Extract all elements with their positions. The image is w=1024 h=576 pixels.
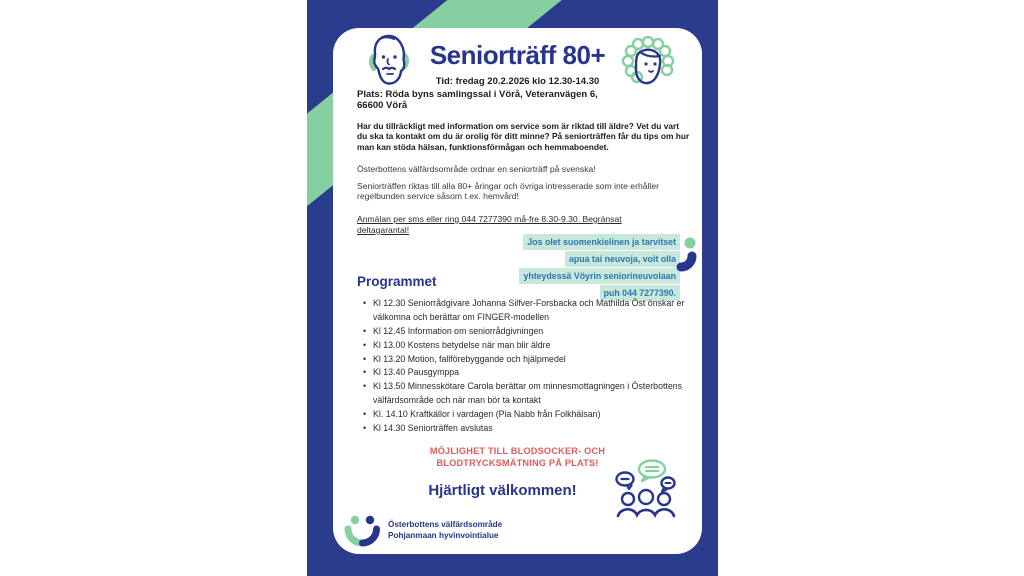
finnish-note-box <box>500 233 680 301</box>
program-item-text: Kl 13.40 Pausgymppa <box>373 367 460 378</box>
target-group-paragraph: Seniorträffen riktas till alla 80+ åringar och övriga intresserade som inte erhåller regelbunden service såsom t.ex. hemvård! <box>357 181 659 202</box>
flyer-card <box>333 28 702 554</box>
program-item <box>363 408 690 422</box>
event-place <box>357 89 692 112</box>
registration-info: Anmälan per sms eller ring 044 7277390 må-fre 8.30-9.30. Begränsat deltagarantal! <box>357 214 622 235</box>
program-item-text: Kl 12.45 Information om seniorrådgivningen <box>373 325 544 336</box>
event-time: Tid: fredag 20.2.2026 klo 12.30-14.30 <box>435 76 600 87</box>
intro-paragraph: Har du tillräckligt med information om service som är riktad till äldre? Vet du vart du ska ta kontakt om du är orolig för ditt minne? På seniorträffen får du tips om hur man kan stöda hälsan, funktionsförmågan och hemmaboendet. <box>357 121 690 152</box>
organization-name <box>388 520 502 541</box>
organization-name-fi: Pohjanmaan hyvinvointialue <box>388 531 499 540</box>
organization-logo <box>343 514 502 548</box>
finnish-note-line3: yhteydessä Vöyrin seniorineuvolaan <box>519 268 680 284</box>
program-item-text: Kl 14.30 Seniorträffen avslutas <box>373 423 493 434</box>
program-item <box>363 366 690 380</box>
program-item <box>363 325 690 339</box>
wellbeing-smiley-logo-icon <box>343 514 381 548</box>
program-item <box>363 353 690 367</box>
finnish-note-line1: Jos olet suomenkielinen ja tarvitset <box>523 234 680 250</box>
program-heading: Programmet <box>357 274 437 289</box>
program-item-text: Kl. 14.10 Kraftkällor i vardagen (Pia Nabb från Folkhälsan) <box>373 409 601 420</box>
program-item <box>363 297 690 325</box>
program-item-text: Kl 13.00 Kostens betydelse när man blir äldre <box>373 339 551 350</box>
program-item-text: Kl 13.50 Minnesskötare Carola berättar om minnesmottagningen i Österbottens välfärdsområde och när man bör ta kontakt <box>373 381 683 406</box>
blood-measurement-notice-text: MÖJLIGHET TILL BLODSOCKER- OCH BLODTRYCKSMÄTNING PÅ PLATS! <box>429 446 606 469</box>
organization-name-sv: Österbottens välfärdsområde <box>388 520 503 530</box>
organizer-paragraph: Österbottens välfärdsområde ordnar en seniorträff på svenska! <box>357 164 596 174</box>
finnish-note-line2: apua tai neuvoja, voit olla <box>565 251 680 267</box>
event-place-line1: Plats: Röda byns samlingssal i Vörå, Veteranvägen 6, <box>357 89 598 100</box>
program-item <box>363 380 690 408</box>
people-discussion-icon <box>614 458 678 522</box>
program-item <box>363 339 690 353</box>
program-item <box>363 422 690 436</box>
finnish-note-line4: puh 044 7277390. <box>600 285 680 301</box>
welcome-message: Hjärtligt välkommen! <box>428 482 577 499</box>
flyer-title: Seniorträff 80+ <box>429 40 606 70</box>
event-place-line2: 66600 Vörå <box>357 100 408 112</box>
program-item-text: Kl 13.20 Motion, fallförebyggande och hjälpmedel <box>373 353 566 364</box>
green-dot-comma-icon <box>676 235 698 281</box>
program-list <box>363 297 690 436</box>
program-item-text: Kl 12.30 Seniorrådgivare Johanna Silfver-Forsbacka och Mathilda Öst önskar er välkomna och berättar om FINGER-modellen <box>373 298 685 322</box>
